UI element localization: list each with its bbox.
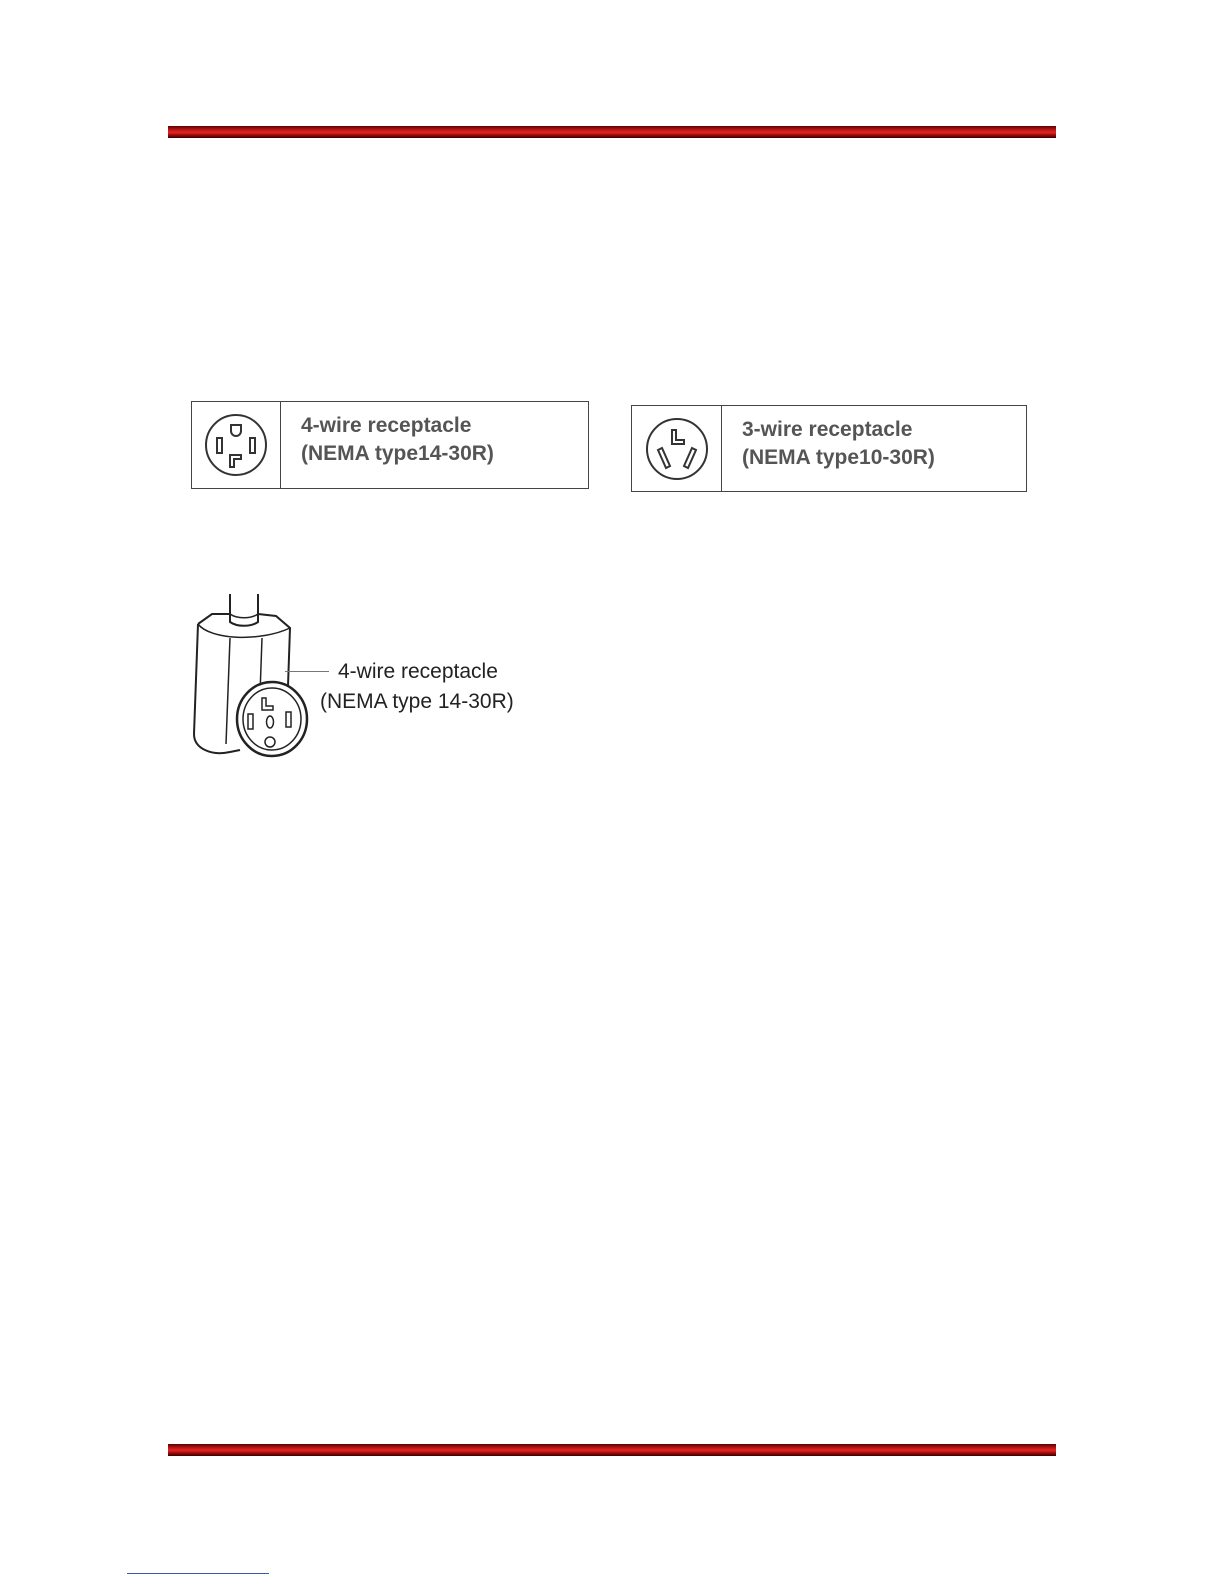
plug-caption-title: 4-wire receptacle bbox=[338, 660, 498, 683]
three-wire-receptacle-box bbox=[631, 405, 1027, 492]
footer-rule bbox=[168, 1444, 1056, 1456]
four-wire-receptacle-box bbox=[191, 401, 589, 489]
footnote-separator bbox=[127, 1573, 269, 1574]
plug-caption bbox=[320, 657, 514, 717]
receptacle-title: 4-wire receptacle bbox=[301, 414, 472, 437]
header-rule bbox=[168, 126, 1056, 138]
nema-10-30r-receptacle-icon bbox=[632, 406, 722, 491]
nema-14-30r-receptacle-icon bbox=[192, 402, 281, 488]
receptacle-type: (NEMA type10-30R) bbox=[742, 446, 935, 469]
receptacle-title: 3-wire receptacle bbox=[742, 418, 913, 441]
receptacle-plug-illustration bbox=[190, 594, 325, 764]
receptacle-type: (NEMA type14-30R) bbox=[301, 442, 494, 465]
plug-caption-type: (NEMA type 14-30R) bbox=[320, 690, 514, 713]
